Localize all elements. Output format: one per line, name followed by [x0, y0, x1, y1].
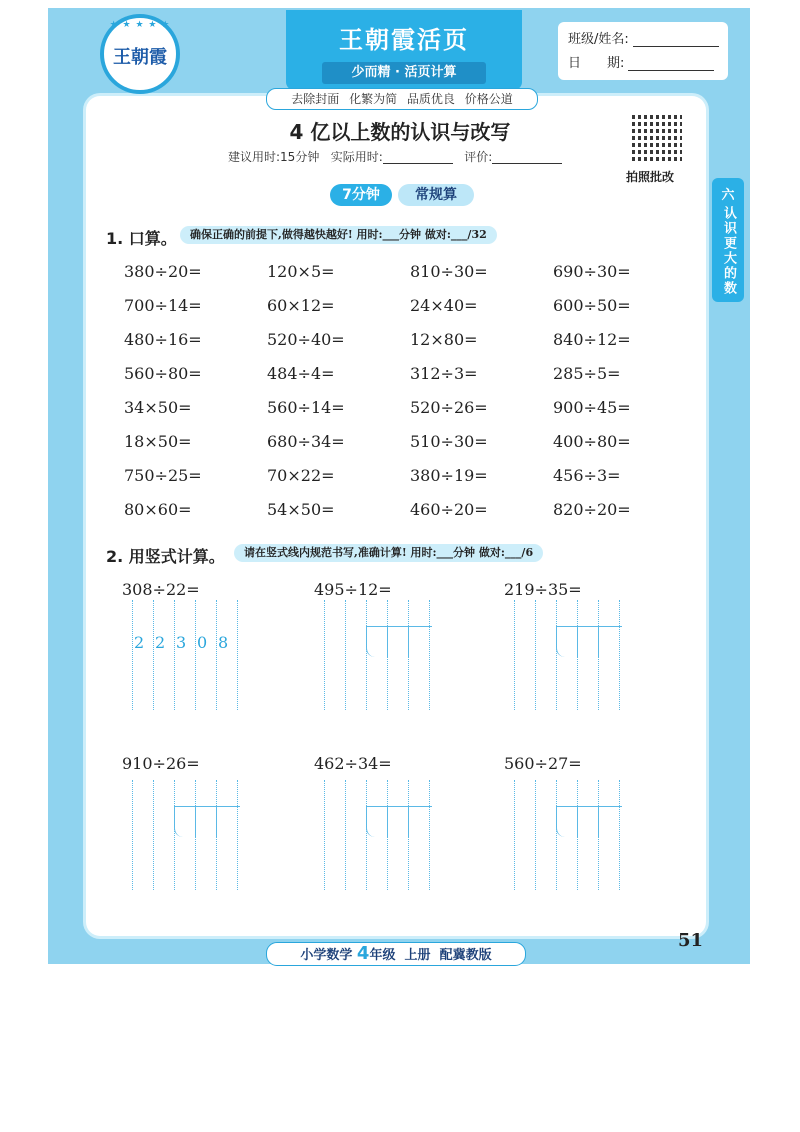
class-name-row[interactable] [568, 30, 719, 50]
division-bracket [174, 806, 240, 837]
title-banner [286, 10, 522, 90]
example-digit: 2 [134, 633, 145, 652]
guide-line [514, 780, 515, 890]
section-pill [330, 184, 474, 206]
division-bracket [366, 806, 432, 837]
guide-line [514, 600, 515, 710]
guide-line [324, 600, 325, 710]
oral-problem[interactable]: 312÷3= [410, 364, 478, 383]
lesson-title: 4 亿以上数的认识与改写 [289, 120, 511, 144]
vertical-problem[interactable]: 219÷35= [504, 580, 582, 599]
slogan: 去除封面 化繁为简 品质优良 价格公道 [266, 88, 538, 110]
guide-line [195, 600, 196, 710]
date-blank[interactable] [628, 56, 714, 71]
oral-problem[interactable]: 484÷4= [267, 364, 335, 383]
guide-line [345, 780, 346, 890]
class-name-label: 班级/姓名: [568, 32, 629, 47]
actual-time-blank[interactable] [383, 151, 453, 164]
guide-line [535, 600, 536, 710]
example-digit: 3 [176, 633, 187, 652]
chapter-side-tab [712, 178, 744, 302]
footer-volume: 上册 [404, 948, 431, 963]
vertical-problem[interactable]: 308÷22= [122, 580, 200, 599]
section-minutes: 7分钟 [330, 184, 392, 206]
evaluation-blank[interactable] [492, 151, 562, 164]
qr-code-icon[interactable] [632, 114, 682, 164]
oral-problem[interactable]: 510÷30= [410, 432, 488, 451]
class-name-blank[interactable] [633, 32, 719, 47]
footer-badge [266, 942, 526, 966]
brand-name: 王朝霞活页 [339, 25, 469, 54]
vertical-problem[interactable]: 462÷34= [314, 754, 392, 773]
oral-problem[interactable]: 380÷20= [124, 262, 202, 281]
date-row[interactable] [568, 54, 714, 74]
oral-problem[interactable]: 80×60= [124, 500, 192, 519]
oral-problem[interactable]: 456÷3= [553, 466, 621, 485]
example-digit: 0 [197, 633, 208, 652]
evaluation-label: 评价: [464, 150, 493, 164]
oral-problem[interactable]: 750÷25= [124, 466, 202, 485]
example-digit: 2 [155, 633, 166, 652]
guide-line [237, 600, 238, 710]
oral-problem[interactable]: 460÷20= [410, 500, 488, 519]
oral-problem[interactable]: 820÷20= [553, 500, 631, 519]
oral-problem[interactable]: 400÷80= [553, 432, 631, 451]
oral-problem[interactable]: 120×5= [267, 262, 335, 281]
oral-problem[interactable]: 520÷40= [267, 330, 345, 349]
vertical-problem[interactable]: 910÷26= [122, 754, 200, 773]
timing-line [228, 148, 562, 165]
oral-problem[interactable]: 840÷12= [553, 330, 631, 349]
guide-line [345, 600, 346, 710]
page-number: 51 [678, 930, 704, 951]
guide-line [132, 780, 133, 890]
guide-line [174, 600, 175, 710]
actual-time-label: 实际用时: [330, 150, 383, 164]
oral-problem[interactable]: 900÷45= [553, 398, 631, 417]
part1-title: 1. 口算。 [106, 229, 177, 248]
oral-problem[interactable]: 600÷50= [553, 296, 631, 315]
qr-label: 拍照批改 [626, 170, 675, 184]
guide-line [153, 780, 154, 890]
brand-subtitle: 少而精 · 活页计算 [322, 62, 486, 84]
student-info-box [558, 22, 728, 80]
section-name: 常规算 [398, 184, 474, 206]
oral-problem[interactable]: 60×12= [267, 296, 335, 315]
division-bracket [556, 626, 622, 657]
logo-stars: ★ ★ ★ ★ ★ [109, 20, 171, 30]
part1-tip: 确保正确的前提下,做得越快越好! 用时:___分钟 做对:___/32 [180, 226, 497, 244]
oral-problem[interactable]: 12×80= [410, 330, 478, 349]
suggested-time: 建议用时:15分钟 [228, 150, 320, 164]
guide-line [216, 600, 217, 710]
oral-problem[interactable]: 70×22= [267, 466, 335, 485]
oral-problem[interactable]: 560÷14= [267, 398, 345, 417]
example-digit: 8 [218, 633, 229, 652]
oral-problem[interactable]: 380÷19= [410, 466, 488, 485]
vertical-problem[interactable]: 495÷12= [314, 580, 392, 599]
guide-line [132, 600, 133, 710]
guide-line [153, 600, 154, 710]
footer-subject: 小学数学 [300, 948, 353, 963]
oral-problem[interactable]: 24×40= [410, 296, 478, 315]
logo-text: 王朝霞 [113, 47, 167, 68]
vertical-problem[interactable]: 560÷27= [504, 754, 582, 773]
chapter-title: 认识更大的数 [721, 206, 736, 296]
footer-grade-number: 4 [356, 943, 370, 964]
oral-problem[interactable]: 18×50= [124, 432, 192, 451]
division-bracket [556, 806, 622, 837]
oral-problem[interactable]: 480÷16= [124, 330, 202, 349]
oral-problem[interactable]: 520÷26= [410, 398, 488, 417]
oral-problem[interactable]: 690÷30= [553, 262, 631, 281]
division-bracket [366, 626, 432, 657]
guide-line [324, 780, 325, 890]
oral-problem[interactable]: 700÷14= [124, 296, 202, 315]
part2-title: 2. 用竖式计算。 [106, 547, 225, 566]
oral-problem[interactable]: 285÷5= [553, 364, 621, 383]
oral-problem[interactable]: 54×50= [267, 500, 335, 519]
footer-edition: 配冀教版 [439, 948, 492, 963]
footer-grade: 年级 [369, 948, 396, 963]
oral-problem[interactable]: 34×50= [124, 398, 192, 417]
date-label: 日 期: [568, 56, 625, 71]
chapter-number: 六 [721, 188, 735, 203]
oral-problem[interactable]: 560÷80= [124, 364, 202, 383]
brand-logo [100, 14, 180, 94]
oral-problem[interactable]: 680÷34= [267, 432, 345, 451]
guide-line [535, 780, 536, 890]
oral-problem[interactable]: 810÷30= [410, 262, 488, 281]
part2-tip: 请在竖式线内规范书写,准确计算! 用时:___分钟 做对:___/6 [234, 544, 543, 562]
